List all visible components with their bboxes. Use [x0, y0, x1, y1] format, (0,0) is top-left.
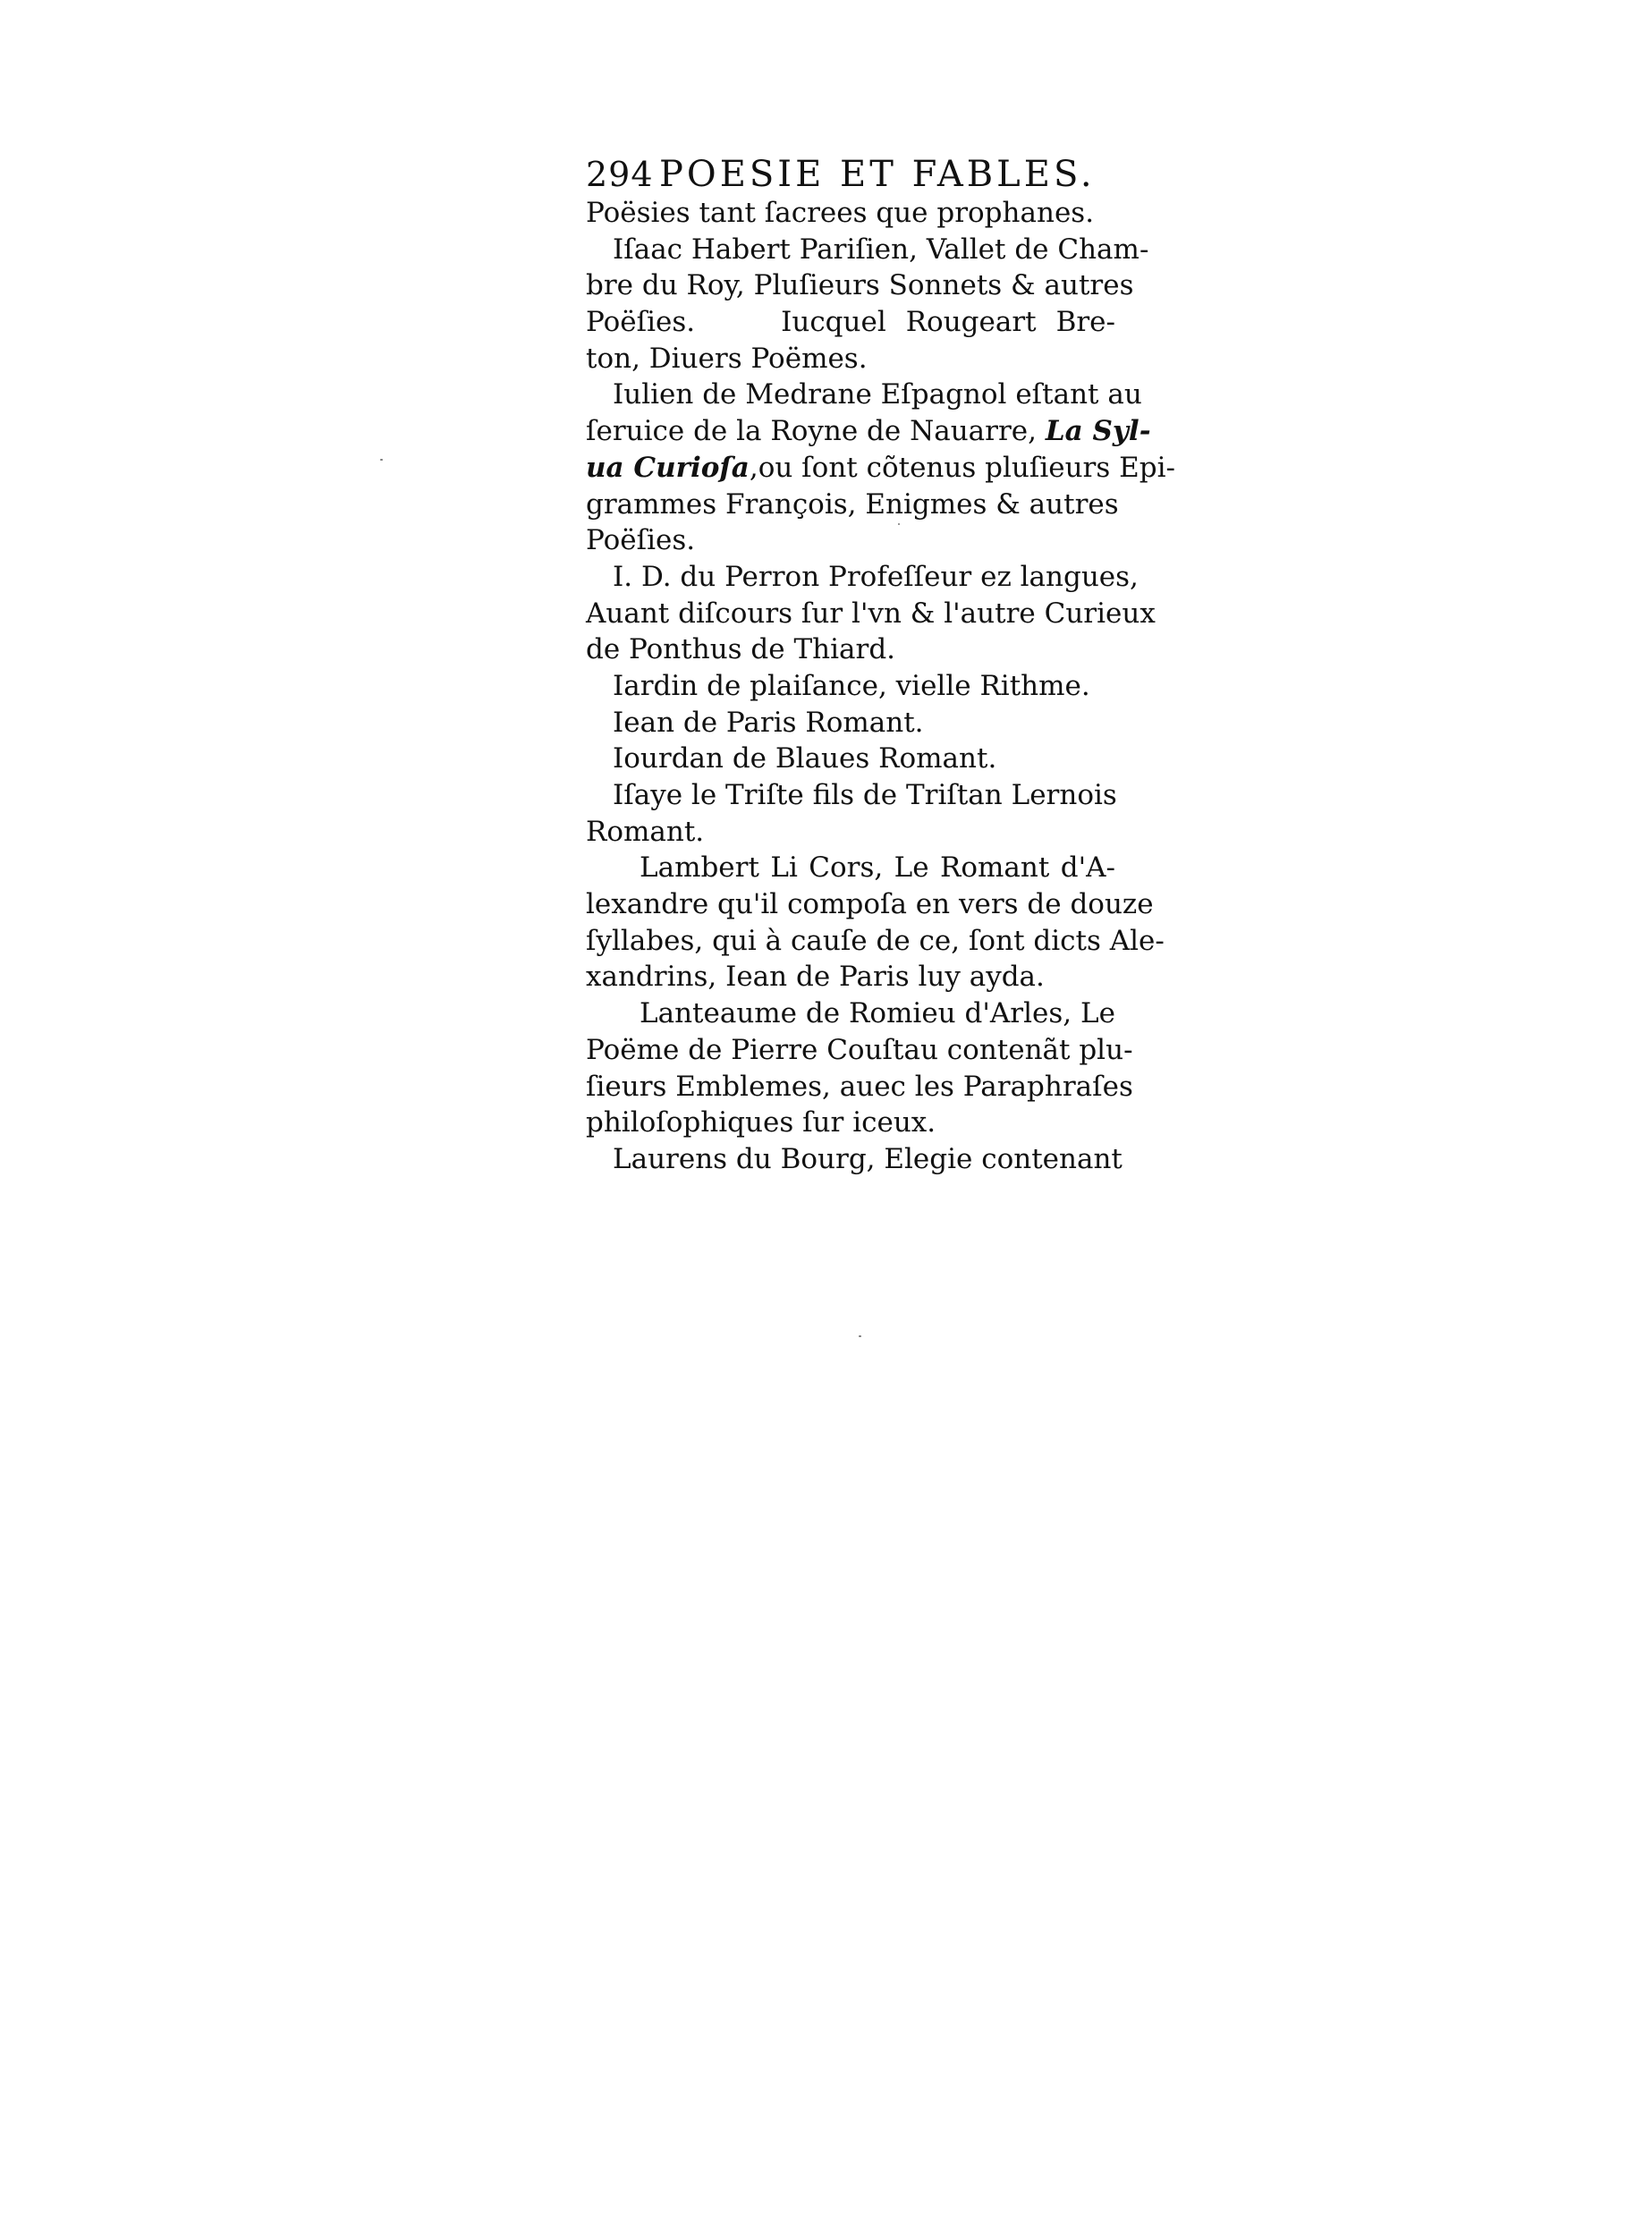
text-line	[586, 304, 1115, 341]
running-title: POESIE ET FABLES.	[659, 154, 1096, 195]
ink-speck	[898, 523, 900, 525]
text-line: xandrins, Iean de Paris luy ayda.	[586, 961, 1045, 994]
text-line: Romant.	[586, 815, 705, 848]
text-line: lexandre qu'il compoſa en vers de douze	[586, 888, 1154, 921]
italic-title-fragment: ua Curioſa	[586, 451, 750, 484]
ink-speck	[380, 459, 383, 461]
text-line	[586, 413, 1151, 450]
text-line: philoſophiques ſur iceux.	[586, 1106, 936, 1139]
text-line: I. D. du Perron Profeſſeur ez langues,	[613, 560, 1139, 593]
text-line: Poësies tant ſacrees que prophanes.	[586, 197, 1095, 229]
page-number: 294	[586, 155, 654, 194]
text-line: Auant diſcours ſur l'vn & l'autre Curieux	[586, 597, 1156, 630]
text-line: grammes François, Enigmes & autres	[586, 487, 1119, 521]
text-line: de Ponthus de Thiard.	[586, 633, 896, 666]
text-line: Iardin de plaiſance, vielle Rithme.	[613, 669, 1090, 702]
text-line: ſieurs Emblemes, auec les Paraphraſes	[586, 1070, 1133, 1103]
page-text-block	[586, 154, 1175, 1178]
text-line: bre du Roy, Pluſieurs Sonnets & autres	[586, 269, 1134, 302]
text-line: Iulien de Medrane Eſpagnol eſtant au	[613, 378, 1142, 411]
text-fragment: Iucquel Rougeart Bre-	[781, 306, 1115, 339]
text-line: Iſaye le Triſte fils de Triſtan Lernois	[613, 779, 1117, 811]
ink-speck	[859, 1335, 861, 1337]
text-line: ton, Diuers Poëmes.	[586, 342, 868, 375]
text-line: Poëſies.	[586, 524, 696, 557]
text-fragment: ſeruice de la Royne de Nauarre,	[586, 415, 1037, 448]
running-head	[586, 154, 1115, 195]
text-fragment: ,ou ſont cõtenus pluſieurs Epi-	[749, 451, 1175, 484]
text-fragment: Poëſies.	[586, 306, 696, 339]
text-line: Lanteaume de Romieu d'Arles, Le	[640, 997, 1115, 1030]
text-line: Iean de Paris Romant.	[613, 706, 924, 739]
text-line: Laurens du Bourg, Elegie contenant	[613, 1142, 1123, 1175]
italic-title-fragment: La Syl-	[1045, 415, 1151, 448]
text-line: Poëme de Pierre Couſtau contenãt plu-	[586, 1033, 1133, 1066]
text-line: Iſaac Habert Pariſien, Vallet de Cham-	[613, 233, 1149, 266]
text-line: Lambert Li Cors, Le Romant d'A-	[640, 851, 1115, 885]
text-line: ſyllabes, qui à cauſe de ce, ſont dicts Ale-	[586, 924, 1165, 957]
text-line	[586, 450, 1175, 487]
text-line: Iourdan de Blaues Romant.	[613, 742, 997, 775]
